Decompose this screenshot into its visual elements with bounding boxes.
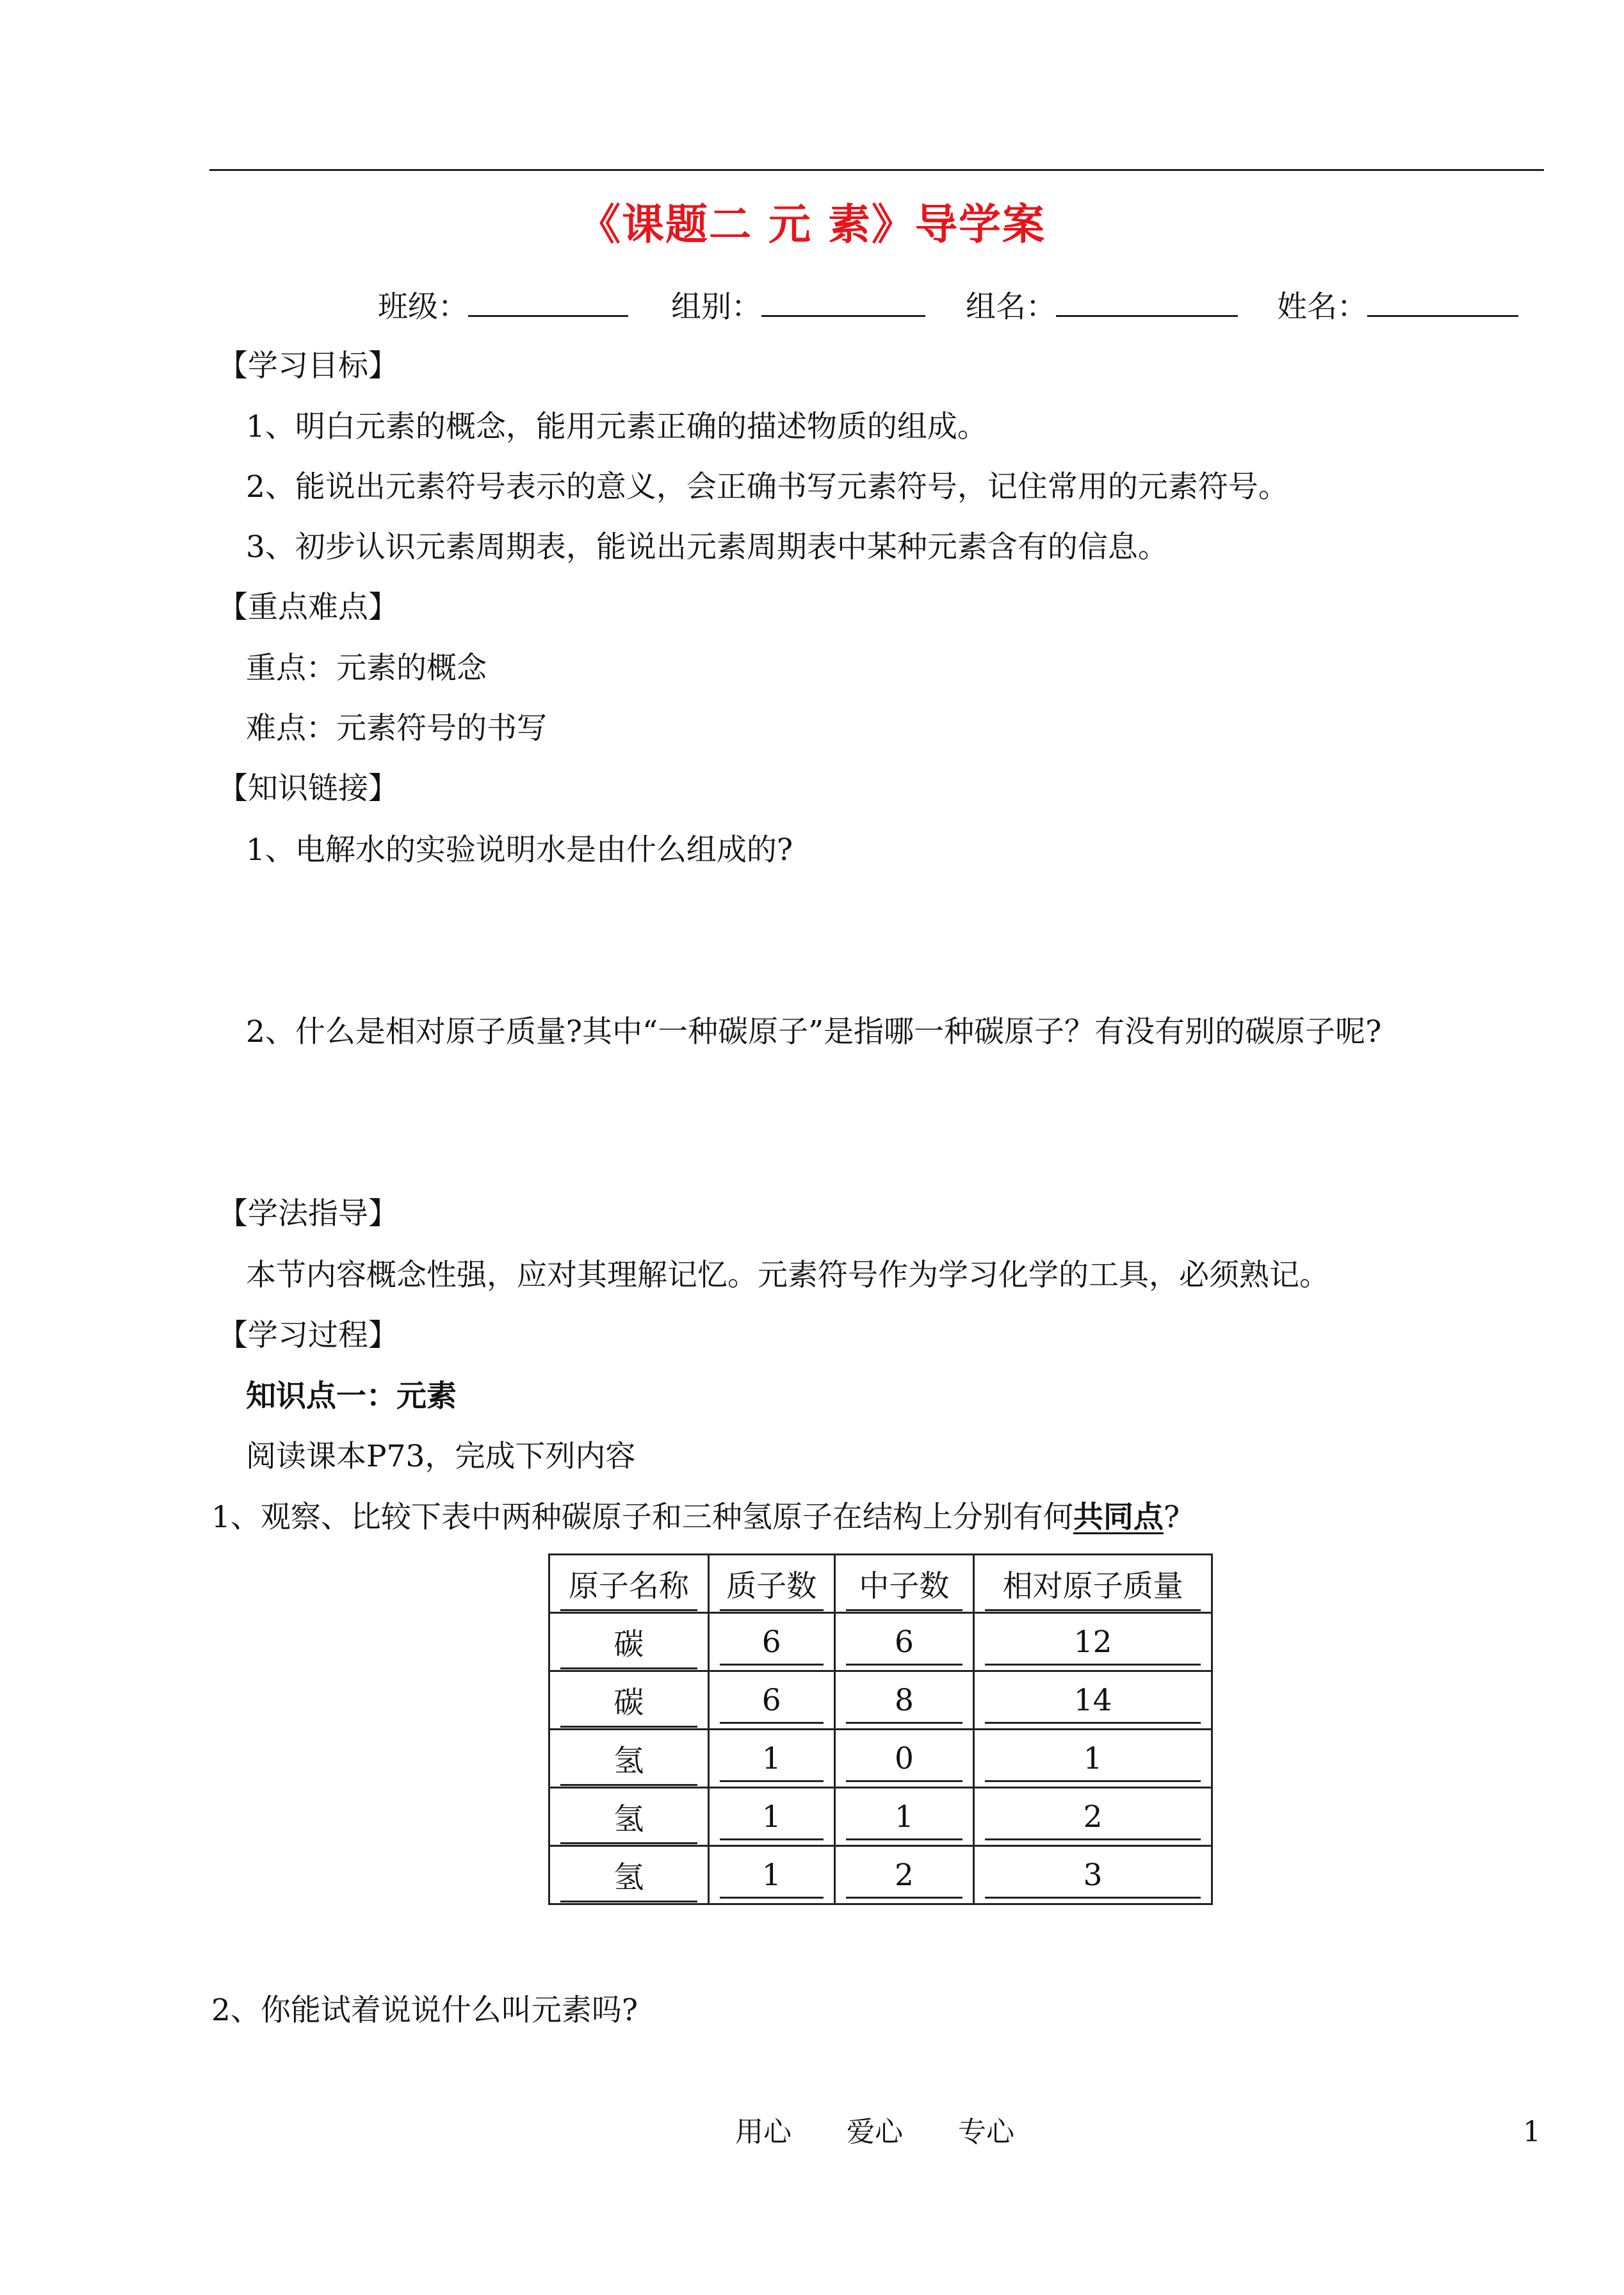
group-field[interactable] — [671, 286, 925, 328]
table-cell: 12 — [974, 1613, 1212, 1671]
class-blank[interactable] — [468, 286, 628, 317]
method-text: 本节内容概念性强，应对其理解记忆。元素符号作为学习化学的工具，必须熟记。 — [246, 1258, 1329, 1293]
page-number: 1 — [1523, 2116, 1541, 2148]
table-cell: 碳 — [549, 1613, 709, 1671]
table-cell: 14 — [974, 1671, 1212, 1730]
reading-instruction: 阅读课本P73，完成下列内容 — [246, 1439, 636, 1474]
group-name-blank[interactable] — [1056, 286, 1238, 317]
question-2: 2、你能试着说说什么叫元素吗? — [211, 1993, 638, 2028]
table-cell: 1 — [974, 1730, 1212, 1788]
goals-heading: 【学习目标】 — [218, 348, 398, 384]
student-name-label: 姓名： — [1277, 289, 1367, 325]
table-cell: 6 — [708, 1671, 834, 1730]
table-cell: 1 — [708, 1846, 834, 1904]
table-row — [549, 1846, 1212, 1904]
class-field[interactable] — [378, 286, 628, 328]
student-name-blank[interactable] — [1367, 286, 1518, 317]
table-cell: 3 — [974, 1846, 1212, 1904]
process-heading: 【学习过程】 — [218, 1318, 398, 1353]
table-cell: 2 — [834, 1846, 974, 1904]
table-cell: 氢 — [549, 1730, 709, 1788]
goal-item: 2、能说出元素符号表示的意义，会正确书写元素符号，记住常用的元素符号。 — [246, 469, 1288, 505]
table-cell: 8 — [834, 1671, 974, 1730]
footer-motto: 专心 — [958, 2116, 1014, 2148]
key-heading: 【重点难点】 — [218, 590, 398, 625]
table-cell: 1 — [834, 1788, 974, 1846]
question-1 — [211, 1497, 1180, 1538]
table-row — [549, 1671, 1212, 1730]
table-cell: 1 — [708, 1730, 834, 1788]
question-1-mark: ? — [1163, 1500, 1180, 1535]
link-heading: 【知识链接】 — [218, 771, 398, 806]
hard-point: 难点：元素符号的书写 — [246, 711, 547, 746]
header-rule — [209, 169, 1544, 171]
goal-item: 3、初步认识元素周期表，能说出元素周期表中某种元素含有的信息。 — [246, 530, 1168, 565]
method-heading: 【学法指导】 — [218, 1196, 398, 1231]
table-header-row — [549, 1555, 1212, 1613]
key-point: 重点：元素的概念 — [246, 651, 487, 686]
table-header: 中子数 — [834, 1555, 974, 1613]
link-question: 2、什么是相对原子质量?其中“一种碳原子”是指哪一种碳原子？有没有别的碳原子呢? — [246, 1014, 1382, 1050]
question-1-text: 1、观察、比较下表中两种碳原子和三种氢原子在结构上分别有何 — [211, 1500, 1073, 1535]
table-row — [549, 1730, 1212, 1788]
table-cell: 氢 — [549, 1846, 709, 1904]
table-header: 质子数 — [708, 1555, 834, 1613]
table-cell: 碳 — [549, 1671, 709, 1730]
table-cell: 2 — [974, 1788, 1212, 1846]
table-row — [549, 1788, 1212, 1846]
footer-motto: 爱心 — [847, 2116, 903, 2148]
table-cell: 6 — [834, 1613, 974, 1671]
group-blank[interactable] — [761, 286, 925, 317]
table-header: 相对原子质量 — [974, 1555, 1212, 1613]
atom-table — [548, 1553, 1213, 1905]
group-label: 组别： — [671, 289, 761, 325]
class-label: 班级： — [378, 289, 468, 325]
table-header: 原子名称 — [549, 1555, 709, 1613]
table-cell: 1 — [708, 1788, 834, 1846]
link-question: 1、电解水的实验说明水是由什么组成的? — [246, 832, 793, 868]
group-name-label: 组名： — [966, 289, 1056, 325]
page-title: 《课题二 元 素》导学案 — [578, 199, 1046, 249]
table-row — [549, 1613, 1212, 1671]
table-cell: 6 — [708, 1613, 834, 1671]
table-cell: 氢 — [549, 1788, 709, 1846]
footer-motto: 用心 — [735, 2116, 792, 2148]
goal-item: 1、明白元素的概念，能用元素正确的描述物质的组成。 — [246, 409, 987, 444]
student-name-field[interactable] — [1277, 286, 1518, 328]
table-cell: 0 — [834, 1730, 974, 1788]
question-1-emphasis: 共同点 — [1073, 1500, 1164, 1535]
group-name-field[interactable] — [966, 286, 1238, 328]
knowledge-point-title: 知识点一：元素 — [246, 1379, 457, 1414]
